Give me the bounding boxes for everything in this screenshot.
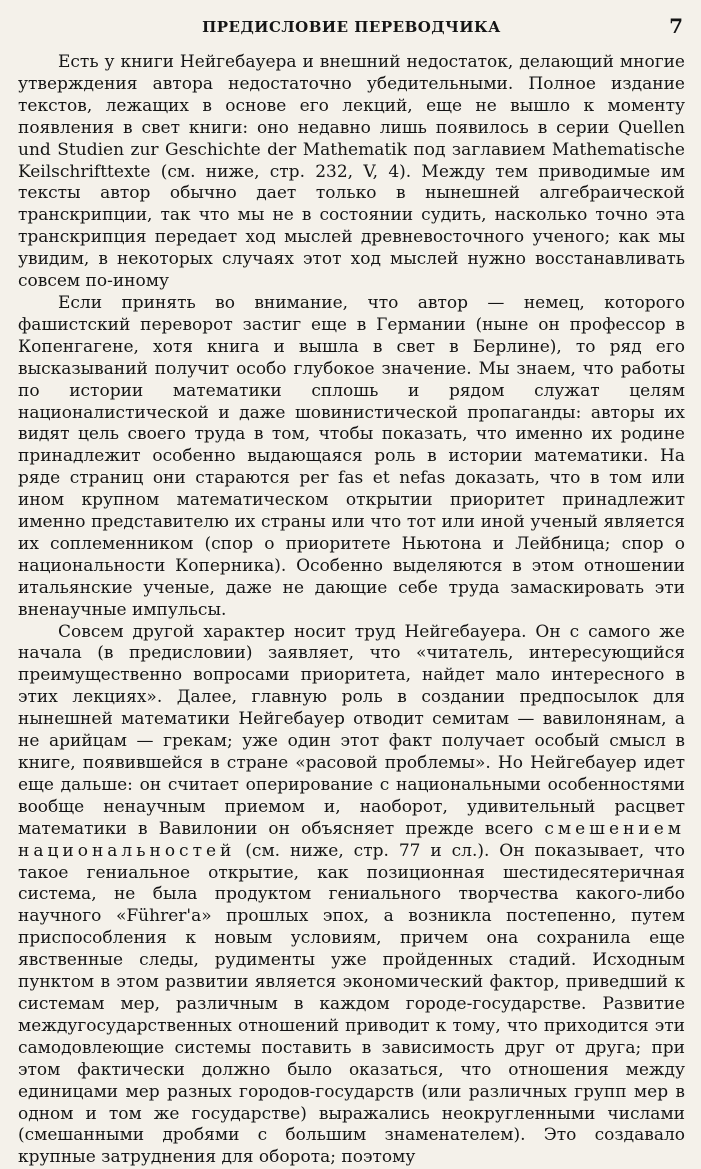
paragraph-3-text-before: Совсем другой характер носит труд Нейгебауера. Он с самого же начала (в предисловии) заявляет, что «читатель, интересующийся преимущественно вопросами приоритета, найдет мало интересного в этих лекциях». Далее, главную роль в создании предпосылок для нынешней математики Нейгебауер отводит семитам — вавилонянам, а не арийцам — грекам; уже один этот факт получает особый смысл в книге, появившейся в стране «расовой проблемы». Но Нейгебауер идет еще дальше: он считает оперирование с национальными особенностями вообще ненаучным приемом и, наоборот, удивительный расцвет математики в Вавилонии он объясняет прежде всего [18,621,685,839]
body-text [18,52,685,1169]
page-number: 7 [669,14,683,38]
paragraph-2: Если принять во внимание, что автор — немец, которого фашистский переворот застиг еще в Германии (ныне он профессор в Копенгагене, хотя книга и вышла в свет в Берлине), то ряд его высказываний получит особо глубокое значение. Мы знаем, что работы по истории математики сплошь и рядом служат целям националистической и даже шовинистической пропаганды: авторы их видят цель своего труда в том, чтобы показать, что именно их родине принадлежит особенно выдающаяся роль в истории математики. На ряде страниц они стараются per fas et nefas доказать, что в том или ином крупном математическом открытии приоритет принадлежит именно представителю их страны или что тот или иной ученый является их соплеменником (спор о приоритете Ньютона и Лейбница; спор о национальности Коперника). Особенно выделяются в этом отношении итальянские ученые, даже не дающие себе труда замаскировать эти вненаучные импульсы. [18,292,685,620]
running-head [18,12,685,42]
running-title: ПРЕДИСЛОВИЕ ПЕРЕВОДЧИКА [202,18,501,36]
paragraph-3-text-after: (см. ниже, стр. 77 и сл.). Он показывает, что такое гениальное открытие, как позиционная шестидесятеричная система, не была продуктом гениального творчества какого-либо научного «Führer'а» прошлых эпох, а возникла постепенно, путем приспособления к новым условиям, причем она сохранила еще явственные следы, рудименты уже пройденных стадий. Исходным пунктом в этом развитии является экономический фактор, приведший к системам мер, различным в каждом городе-государстве. Развитие междугосударственных отношений приводит к тому, что приходится эти самодовлеющие системы поставить в зависимость друг от друга; при этом фактически должно было оказаться, что отношения между единицами мер разных городов-государств (или различных групп мер в одном и том же государстве) выражались неокругленными числами (смешанными дробями с большим знаменателем). Это создавало крупные затруднения для оборота; поэтому [18,840,685,1168]
paragraph-1: Есть у книги Нейгебауера и внешний недостаток, делающий многие утверждения автора недостаточно убедительными. Полное издание текстов, лежащих в основе его лекций, еще не вышло к моменту появления в свет книги: оно недавно лишь появилось в серии Quellen und Studien zur Geschichte der Mathematik под заглавием Mathematische Keilschrifttexte (см. ниже, стр. 232, V, 4). Между тем приводимые им тексты автор обычно дает только в нынешней алгебраической транскрипции, так что мы не в состоянии судить, насколько точно эта транскрипция передает ход мыслей древневосточного ученого; как мы увидим, в некоторых случаях этот ход мыслей нужно восстанавливать совсем по-иному [18,52,685,292]
paragraph-3 [18,622,685,1169]
spaced-emphasis: смешением национальностей [18,818,685,861]
